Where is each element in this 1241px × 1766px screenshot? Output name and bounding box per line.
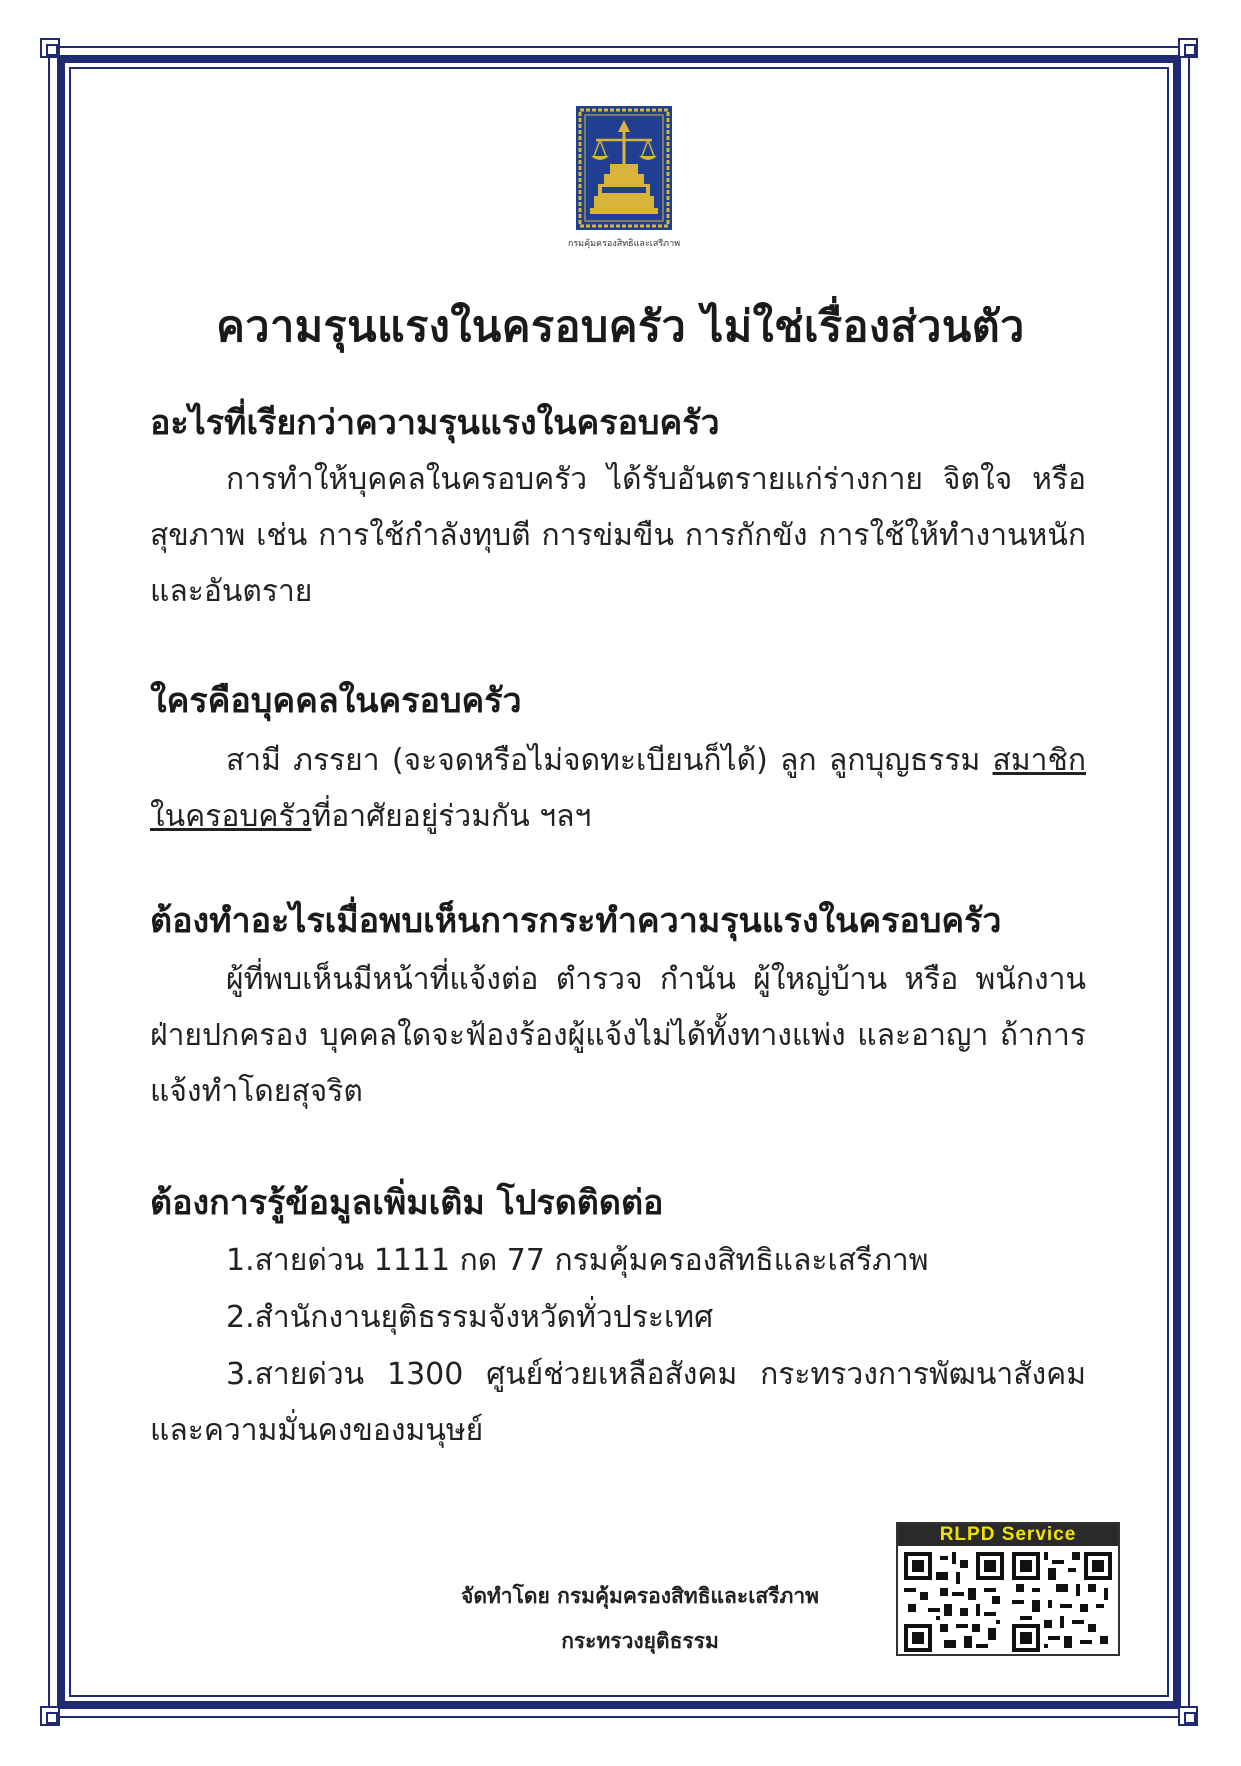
frame-corner-ornament	[1178, 1706, 1198, 1726]
organizer-line: จัดทำโดย กรมคุ้มครองสิทธิและเสรีภาพ	[461, 1584, 819, 1608]
frame-corner-ornament	[40, 1706, 60, 1726]
frame-corner-ornament	[1178, 38, 1198, 58]
body-text: ที่อาศัยอยู่ร่วมกัน ฯลฯ	[311, 799, 592, 834]
emblem-caption: กรมคุ้มครองสิทธิและเสรีภาพ	[567, 239, 681, 249]
section-heading: ใครคือบุคคลในครอบครัว	[150, 681, 522, 721]
contact-item: 3.สายด่วน 1300 ศูนย์ช่วยเหลือสังคม กระทรวงการพัฒนาสังคมและความมั่นคงของมนุษย์	[150, 1357, 1086, 1448]
page-title: ความรุนแรงในครอบครัว ไม่ใช่เรื่องส่วนตัว	[216, 302, 1025, 352]
qr-code-icon[interactable]	[1012, 1552, 1112, 1652]
frame-corner-ornament	[40, 38, 60, 58]
qr-banner: RLPD Service	[898, 1524, 1118, 1546]
contact-item: 1.สายด่วน 1111 กด 77 กรมคุ้มครองสิทธิและเสรีภาพ	[226, 1243, 929, 1278]
underlined-text: สมาชิกในครอบครัว	[150, 743, 1086, 834]
contact-item: 2.สำนักงานยุติธรรมจังหวัดทั่วประเทศ	[226, 1300, 714, 1335]
section-heading: ต้องทำอะไรเมื่อพบเห็นการกระทำความรุนแรงในครอบครัว	[150, 901, 1002, 941]
section-body: การทำให้บุคคลในครอบครัว ได้รับอันตรายแก่ร่างกาย จิตใจ หรือ สุขภาพ เช่น การใช้กำลังทุบตี การข่มขืน การกักขัง การใช้ให้ทำงานหนักและอันตราย	[150, 462, 1086, 609]
justice-scales-emblem-icon	[576, 106, 672, 230]
section-heading: อะไรที่เรียกว่าความรุนแรงในครอบครัว	[150, 403, 720, 443]
section-body	[150, 733, 1086, 845]
section-body: ผู้ที่พบเห็นมีหน้าที่แจ้งต่อ ตำรวจ กำนัน ผู้ใหญ่บ้าน หรือ พนักงานฝ่ายปกครอง บุคคลใดจะฟ้องร้องผู้แจ้งไม่ได้ทั้งทางแพ่ง และอาญา ถ้าการแจ้งทำโดยสุจริต	[150, 962, 1086, 1109]
qr-code-panel	[896, 1522, 1120, 1656]
section-heading: ต้องการรู้ข้อมูลเพิ่มเติม โปรดติดต่อ	[150, 1183, 664, 1223]
qr-code-icon[interactable]	[904, 1552, 1004, 1652]
ministry-line: กระทรวงยุติธรรม	[561, 1629, 719, 1653]
body-text: สามี ภรรยา (จะจดหรือไม่จดทะเบียนก็ได้) ลูก ลูกบุญธรรม	[226, 743, 993, 778]
